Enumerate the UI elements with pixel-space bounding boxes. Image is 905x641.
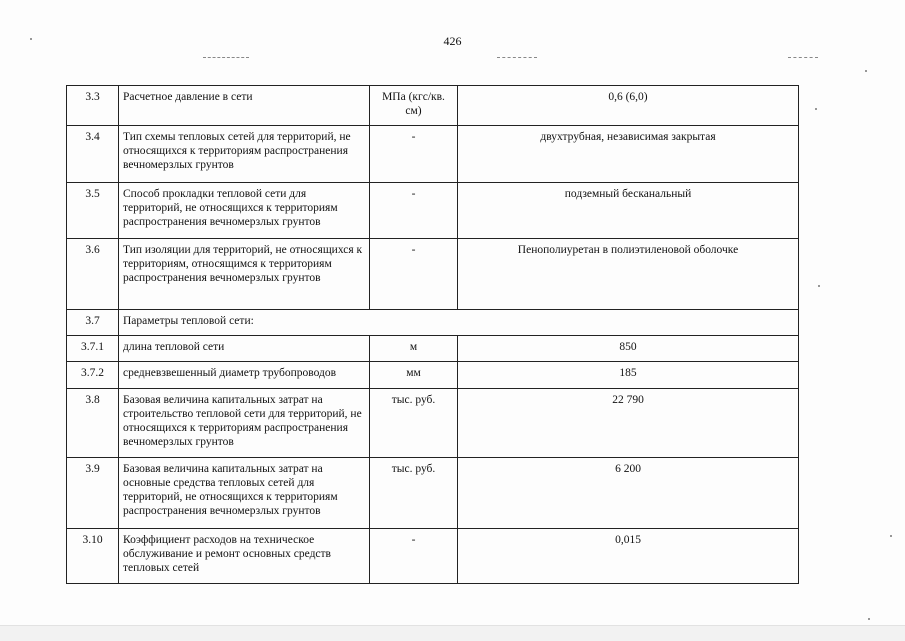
scan-bottom-edge [0, 625, 905, 641]
row-name: Базовая величина капитальных затрат на строительство тепловой сети для территорий, не относящихся к территориям распространения вечномерзлых грунтов [119, 389, 370, 458]
row-value: Пенополиуретан в полиэтиленовой оболочке [458, 239, 799, 310]
scan-speck [818, 285, 820, 287]
table-row [67, 458, 799, 529]
row-unit: м [370, 336, 458, 362]
scan-speck [890, 535, 892, 537]
row-unit: тыс. руб. [370, 389, 458, 458]
table-row [67, 86, 799, 126]
row-name: Базовая величина капитальных затрат на основные средства тепловых сетей для территорий, не относящихся к территориям распространения вечномерзлых грунтов [119, 458, 370, 529]
row-unit: МПа (кгс/кв. см) [370, 86, 458, 126]
row-value: 6 200 [458, 458, 799, 529]
row-unit: - [370, 529, 458, 584]
row-name: Тип изоляции для территорий, не относящихся к территориям, относящимся к территориям распространения вечномерзлых грунтов [119, 239, 370, 310]
row-value: двухтрубная, независимая закрытая [458, 126, 799, 183]
row-unit: - [370, 239, 458, 310]
row-name: Тип схемы тепловых сетей для территорий, не относящихся к территориям распространения вечномерзлых грунтов [119, 126, 370, 183]
scan-speck [868, 618, 870, 620]
table-row [67, 389, 799, 458]
table-row [67, 362, 799, 389]
row-number: 3.9 [67, 458, 119, 529]
row-number: 3.7 [67, 310, 119, 336]
parameters-table [66, 85, 799, 584]
row-unit: - [370, 183, 458, 239]
row-name: Коэффициент расходов на техническое обслуживание и ремонт основных средств тепловых сетей [119, 529, 370, 584]
row-name: длина тепловой сети [119, 336, 370, 362]
table-row [67, 336, 799, 362]
row-value: 0,6 (6,0) [458, 86, 799, 126]
row-unit: мм [370, 362, 458, 389]
row-number: 3.6 [67, 239, 119, 310]
row-name: Расчетное давление в сети [119, 86, 370, 126]
table-row [67, 239, 799, 310]
scan-speck [865, 70, 867, 72]
row-number: 3.7.1 [67, 336, 119, 362]
row-number: 3.3 [67, 86, 119, 126]
row-value: 0,015 [458, 529, 799, 584]
row-number: 3.4 [67, 126, 119, 183]
row-name: Способ прокладки тепловой сети для территорий, не относящихся к территориям распространения вечномерзлых грунтов [119, 183, 370, 239]
row-number: 3.5 [67, 183, 119, 239]
row-number: 3.7.2 [67, 362, 119, 389]
page-number: 426 [443, 34, 462, 48]
row-value: подземный бесканальный [458, 183, 799, 239]
row-value: 185 [458, 362, 799, 389]
scan-artifact-left [203, 57, 249, 58]
row-unit: - [370, 126, 458, 183]
scan-artifact-center [497, 57, 537, 58]
scan-speck [815, 108, 817, 110]
row-number: 3.8 [67, 389, 119, 458]
row-value: 22 790 [458, 389, 799, 458]
row-number: 3.10 [67, 529, 119, 584]
table-row [67, 529, 799, 584]
row-name: средневзвешенный диаметр трубопроводов [119, 362, 370, 389]
table-row [67, 310, 799, 336]
row-unit: тыс. руб. [370, 458, 458, 529]
scan-speck [30, 38, 32, 40]
table-row [67, 126, 799, 183]
row-value: 850 [458, 336, 799, 362]
section-heading: Параметры тепловой сети: [119, 310, 799, 336]
scan-artifact-right [788, 57, 818, 58]
table-row [67, 183, 799, 239]
